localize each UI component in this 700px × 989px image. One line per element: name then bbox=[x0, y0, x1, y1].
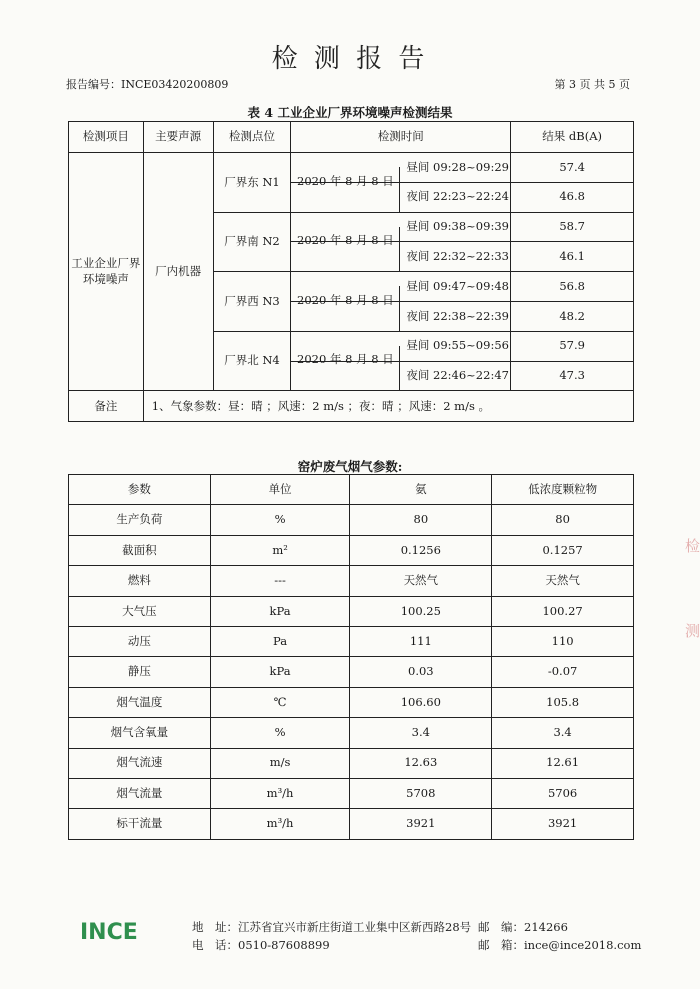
kiln-table-cell: % bbox=[210, 505, 350, 535]
kiln-table-header-row bbox=[69, 475, 634, 505]
kiln-table-cell: 0.1256 bbox=[350, 535, 492, 565]
noise-table-row bbox=[69, 153, 634, 183]
time-cell bbox=[291, 272, 511, 307]
point-cell: 厂界北 N4 bbox=[213, 331, 291, 391]
header-cell: 低浓度颗粒物 bbox=[492, 475, 634, 505]
kiln-table-cell: 静压 bbox=[69, 657, 211, 687]
kiln-table-cell: 3.4 bbox=[492, 718, 634, 748]
footer-postcode: 邮 编：214266 bbox=[478, 920, 568, 934]
ince-logo-icon bbox=[80, 918, 160, 944]
report-number: 报告编号：INCE03420200809 bbox=[66, 78, 229, 91]
kiln-table-row bbox=[69, 778, 634, 808]
header-cell: 参数 bbox=[69, 475, 211, 505]
time-text: 夜间 22:32~22:33 bbox=[406, 249, 509, 264]
date-text: 2020 年 8 月 8 日 bbox=[291, 167, 400, 196]
kiln-table-row bbox=[69, 535, 634, 565]
kiln-table-cell: 截面积 bbox=[69, 535, 211, 565]
time-cell bbox=[291, 212, 511, 248]
noise-source-cell: 厂内机器 bbox=[143, 153, 213, 391]
kiln-flue-gas-table bbox=[68, 474, 634, 840]
kiln-table-cell: 111 bbox=[350, 626, 492, 656]
kiln-table-cell: 燃料 bbox=[69, 566, 211, 596]
result-cell: 46.8 bbox=[511, 182, 634, 212]
time-text: 昼间 09:38~09:39 bbox=[406, 219, 509, 234]
page-title: 检 测 报 告 bbox=[271, 44, 429, 74]
kiln-table-cell: 0.03 bbox=[350, 657, 492, 687]
kiln-table-cell: 烟气温度 bbox=[69, 687, 211, 717]
time-text: 夜间 22:46~22:47 bbox=[406, 368, 509, 383]
kiln-table-cell: 3.4 bbox=[350, 718, 492, 748]
kiln-table-cell: 100.25 bbox=[350, 596, 492, 626]
kiln-table-cell: 106.60 bbox=[350, 687, 492, 717]
noise-table-header-row bbox=[69, 122, 634, 153]
time-cell bbox=[291, 331, 511, 367]
kiln-table-row bbox=[69, 596, 634, 626]
note-row bbox=[69, 391, 634, 422]
time-cell bbox=[291, 153, 511, 188]
point-cell: 厂界南 N2 bbox=[213, 212, 291, 272]
result-cell: 58.7 bbox=[511, 212, 634, 242]
kiln-table-cell: 生产负荷 bbox=[69, 505, 211, 535]
header-cell: 主要声源 bbox=[143, 122, 213, 153]
header-cell: 结果 dB(A) bbox=[511, 122, 634, 153]
kiln-table-cell: 5706 bbox=[492, 778, 634, 808]
result-cell: 57.9 bbox=[511, 331, 634, 361]
kiln-table-cell: 80 bbox=[492, 505, 634, 535]
kiln-table-cell: 天然气 bbox=[492, 566, 634, 596]
logo-text: INCE bbox=[80, 920, 138, 944]
date-text: 2020 年 8 月 8 日 bbox=[291, 227, 400, 256]
kiln-table-cell: kPa bbox=[210, 596, 350, 626]
kiln-table-row bbox=[69, 687, 634, 717]
kiln-table-row bbox=[69, 505, 634, 535]
kiln-table-cell: % bbox=[210, 718, 350, 748]
date-text: 2020 年 8 月 8 日 bbox=[291, 346, 400, 375]
kiln-table-cell: 0.1257 bbox=[492, 535, 634, 565]
result-cell: 46.1 bbox=[511, 242, 634, 272]
test-item-cell: 工业企业厂界环境噪声 bbox=[69, 153, 144, 391]
kiln-table-cell: 110 bbox=[492, 626, 634, 656]
footer-address: 地 址：江苏省宜兴市新庄街道工业集中区新西路28号 bbox=[192, 920, 472, 934]
kiln-table-row bbox=[69, 657, 634, 687]
kiln-table-cell: m³/h bbox=[210, 809, 350, 839]
page-number: 第 3 页 共 5 页 bbox=[554, 78, 630, 91]
kiln-table-cell: 3921 bbox=[492, 809, 634, 839]
kiln-table-cell: 烟气含氧量 bbox=[69, 718, 211, 748]
point-cell: 厂界东 N1 bbox=[213, 153, 291, 213]
kiln-table-cell: 80 bbox=[350, 505, 492, 535]
kiln-table-cell: m/s bbox=[210, 748, 350, 778]
result-cell: 57.4 bbox=[511, 153, 634, 183]
result-cell: 47.3 bbox=[511, 361, 634, 391]
kiln-table-cell: 大气压 bbox=[69, 596, 211, 626]
time-text: 昼间 09:55~09:56 bbox=[406, 338, 509, 353]
kiln-table-cell: 100.27 bbox=[492, 596, 634, 626]
kiln-table-row bbox=[69, 626, 634, 656]
result-cell: 48.2 bbox=[511, 301, 634, 331]
header-cell: 检测项目 bbox=[69, 122, 144, 153]
kiln-table-row bbox=[69, 718, 634, 748]
time-text: 夜间 22:38~22:39 bbox=[406, 308, 509, 323]
kiln-table-cell: 天然气 bbox=[350, 566, 492, 596]
noise-results-table bbox=[68, 121, 634, 422]
kiln-table-row bbox=[69, 748, 634, 778]
kiln-table-cell: m³/h bbox=[210, 778, 350, 808]
footer-email: 邮 箱：ince@ince2018.com bbox=[478, 938, 642, 952]
time-text: 夜间 22:23~22:24 bbox=[406, 189, 509, 204]
kiln-table-row bbox=[69, 566, 634, 596]
kiln-table-cell: --- bbox=[210, 566, 350, 596]
header-cell: 氨 bbox=[350, 475, 492, 505]
footer-phone: 电 话：0510-87608899 bbox=[192, 938, 330, 952]
kiln-table-cell: kPa bbox=[210, 657, 350, 687]
header-cell: 检测点位 bbox=[213, 122, 291, 153]
kiln-table-cell: 105.8 bbox=[492, 687, 634, 717]
result-cell: 56.8 bbox=[511, 272, 634, 302]
noise-table-caption: 表 4 工业企业厂界环境噪声检测结果 bbox=[247, 105, 453, 120]
kiln-table-cell: 3921 bbox=[350, 809, 492, 839]
kiln-table-cell: ℃ bbox=[210, 687, 350, 717]
company-logo bbox=[80, 918, 160, 948]
date-text: 2020 年 8 月 8 日 bbox=[291, 286, 400, 315]
seal-stamp-fragment: 检 bbox=[684, 537, 700, 555]
kiln-table-cell: 12.61 bbox=[492, 748, 634, 778]
kiln-table-cell: 烟气流速 bbox=[69, 748, 211, 778]
seal-stamp-fragment: 测 bbox=[684, 622, 700, 640]
kiln-table-row bbox=[69, 809, 634, 839]
kiln-table-cell: 烟气流量 bbox=[69, 778, 211, 808]
kiln-table-cell: 标干流量 bbox=[69, 809, 211, 839]
time-text: 昼间 09:28~09:29 bbox=[406, 159, 509, 174]
point-cell: 厂界西 N3 bbox=[213, 272, 291, 332]
header-cell: 单位 bbox=[210, 475, 350, 505]
kiln-table-cell: 动压 bbox=[69, 626, 211, 656]
kiln-table-cell: 5708 bbox=[350, 778, 492, 808]
kiln-table-cell: m² bbox=[210, 535, 350, 565]
kiln-table-cell: Pa bbox=[210, 626, 350, 656]
kiln-table-cell: 12.63 bbox=[350, 748, 492, 778]
kiln-table-cell: -0.07 bbox=[492, 657, 634, 687]
header-cell: 检测时间 bbox=[291, 122, 511, 153]
kiln-table-caption: 窑炉废气烟气参数: bbox=[297, 459, 403, 474]
note-text: 1、气象参数：昼：晴 ；风速：2 m/s ；夜：晴 ；风速：2 m/s 。 bbox=[143, 391, 633, 422]
time-text: 昼间 09:47~09:48 bbox=[406, 278, 509, 293]
note-label: 备注 bbox=[69, 391, 144, 422]
